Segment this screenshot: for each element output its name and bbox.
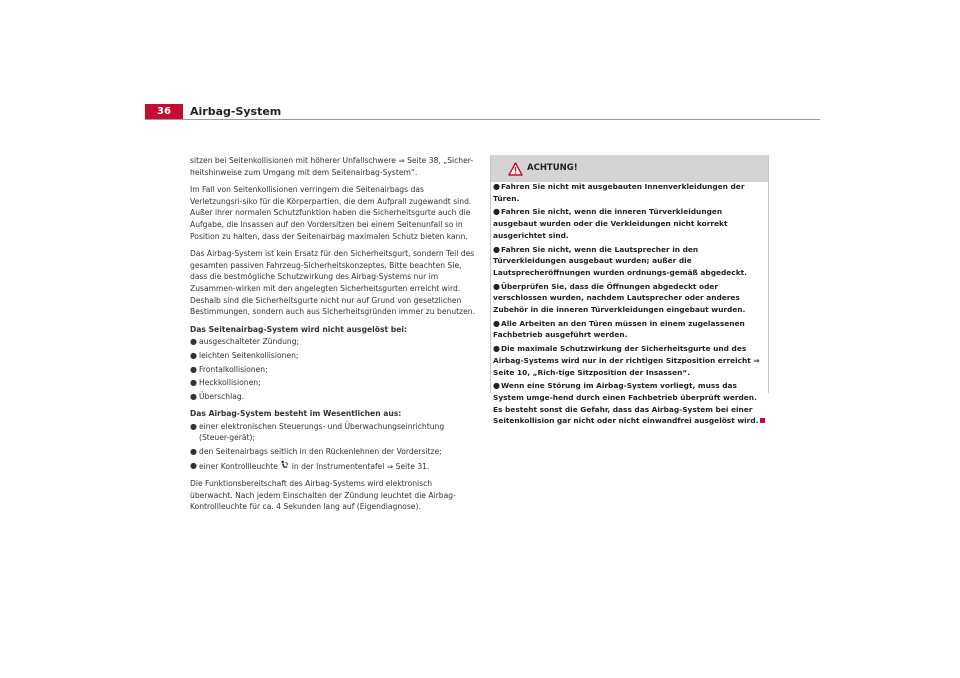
warning-item — [493, 281, 766, 316]
airbag-warning-light-icon — [280, 460, 289, 470]
warning-item-text: Die maximale Schutzwirkung der Sicherheitsgurte und des Airbag-Systems wird nur in der richtigen Sitzposition erreicht ⇒ Seite 10, „Rich-tige Sitzposition der Insassen“. — [493, 344, 760, 377]
list-item-text: Frontalkollisionen; — [199, 364, 268, 374]
list-item — [190, 336, 475, 348]
bullet-icon: ● — [493, 244, 500, 254]
warning-item-text: Alle Arbeiten an den Türen müssen in einem zugelassenen Fachbetrieb ausgeführt werden. — [493, 318, 745, 340]
warning-item-text: Fahren Sie nicht mit ausgebauten Innenverkleidungen der Türen. — [493, 182, 745, 203]
list-item-text: Überschlag. — [199, 391, 245, 401]
warning-item — [493, 181, 766, 204]
warning-item — [493, 206, 766, 241]
list-item-text: ausgeschalteter Zündung; — [199, 337, 300, 347]
list-item — [190, 350, 475, 362]
list-item — [190, 364, 475, 376]
paragraph-1: sitzen bei Seitenkollisionen mit höherer Unfallschwere ⇒ Seite 38, „Sicher-heitshinweise zum Umgang mit dem Seitenairbag-System“. — [190, 156, 474, 177]
paragraph-4: Die Funktionsbereitschaft des Airbag-Systems wird elektronisch überwacht. Nach jedem Einschalten der Zündung leuchtet die Airbag-Kontrollleuchte für ca. 4 Sekunden lang auf (Eigendiagnose). — [190, 479, 456, 512]
list-item-text-before: einer Kontrollleuchte — [199, 461, 278, 471]
page-number: 36 — [145, 104, 183, 119]
bullet-icon: ● — [493, 182, 500, 191]
list-item-text-after: in der Instrumententafel ⇒ Seite 31. — [291, 461, 430, 471]
bullet-icon: ● — [190, 391, 197, 401]
list-item-text: leichten Seitenkollisionen; — [199, 350, 299, 360]
bullet-icon: ● — [190, 460, 197, 470]
list-item — [190, 391, 475, 403]
header-rule — [145, 119, 820, 120]
page-title: Airbag-System — [190, 105, 282, 118]
warning-item — [493, 343, 766, 378]
warning-header — [491, 155, 768, 182]
warning-item-text: Wenn eine Störung im Airbag-System vorliegt, muss das System umge-hend durch einen Fachbetrieb überprüft werden. Es besteht sonst die Gefahr, dass das Airbag-System bei einer Seitenkollision gar nicht oder nicht einwandfrei ausgelöst wird. — [493, 381, 759, 426]
bullet-icon: ● — [190, 350, 197, 360]
paragraph-3: Das Airbag-System ist kein Ersatz für den Sicherheitsgurt, sondern Teil des gesamten passiven Fahrzeug-Sicherheitskonzeptes. Bitte beachten Sie, dass die bestmögliche Schutzwirkung des Airbag-Systems nur im Zusammen-wirken mit den angelegten Sicherheitsgurten erreicht wird. Deshalb sind die Sicherheitsgurte nicht nur auf Grund von gesetzlichen Bestimmungen, sondern auch aus Sicherheitsgründen immer zu benutzen. — [190, 249, 476, 317]
heading-not-deployed: Das Seitenairbag-System wird nicht ausgelöst bei: — [190, 324, 408, 334]
paragraph-2: Im Fall von Seitenkollisionen verringern die Seitenairbags das Verletzungsri-siko für die Körperpartien, die dem Aufprall zugewandt sind. Außer ihrer normalen Schutzfunktion haben die Sicherheitsgurte auch die Aufgabe, die Insassen auf den Vordersitzen bei einem Seitenunfall so in Position zu halten, dass der Seitenairbag maximalen Schutz bieten kann. — [190, 185, 472, 241]
list-item-text: einer elektronischen Steuerungs- und Überwachungseinrichtung (Steuer-gerät); — [199, 421, 445, 443]
bullet-icon: ● — [493, 318, 500, 328]
bullet-icon: ● — [190, 337, 197, 347]
bullet-icon: ● — [190, 447, 197, 457]
components-list — [190, 421, 475, 472]
warning-list — [493, 181, 766, 429]
warning-title: ACHTUNG! — [527, 163, 578, 173]
bullet-icon: ● — [190, 378, 197, 388]
bullet-icon: ● — [190, 421, 197, 431]
end-of-section-square-icon — [760, 418, 765, 423]
warning-item-text: Fahren Sie nicht, wenn die Lautsprecher in den Türverkleidungen ausgebaut wurden; außer die Lautsprecheröffnungen wurden ordnungs-gemäß abgedeckt. — [493, 244, 747, 277]
warning-item — [493, 318, 766, 341]
list-item-text: Heckkollisionen; — [199, 378, 261, 388]
warning-item-text: Überprüfen Sie, dass die Öffnungen abgedeckt oder verschlossen wurden, nachdem Lautsprecher oder anderes Zubehör in die inneren Türverkleidungen eingebaut wurden. — [493, 281, 746, 315]
warning-item — [493, 380, 766, 427]
not-deployed-list — [190, 336, 475, 402]
list-item — [190, 377, 475, 389]
list-item — [190, 460, 475, 473]
left-column — [190, 155, 475, 519]
warning-item-text: Fahren Sie nicht, wenn die inneren Türverkleidungen ausgebaut wurden oder die Verkleidungen nicht korrekt ausgerichtet sind. — [493, 207, 728, 240]
warning-triangle-icon — [508, 162, 523, 176]
bullet-icon: ● — [493, 381, 500, 391]
warning-box — [490, 155, 769, 426]
list-item-text: den Seitenairbags seitlich in den Rückenlehnen der Vordersitze; — [199, 447, 442, 457]
list-item — [190, 446, 475, 458]
bullet-icon: ● — [493, 344, 500, 354]
list-item — [190, 421, 475, 444]
warning-item — [493, 244, 766, 279]
bullet-icon: ● — [190, 364, 197, 374]
heading-components: Das Airbag-System besteht im Wesentlichen aus: — [190, 409, 402, 419]
bullet-icon: ● — [493, 207, 500, 217]
bullet-icon: ● — [493, 281, 500, 291]
